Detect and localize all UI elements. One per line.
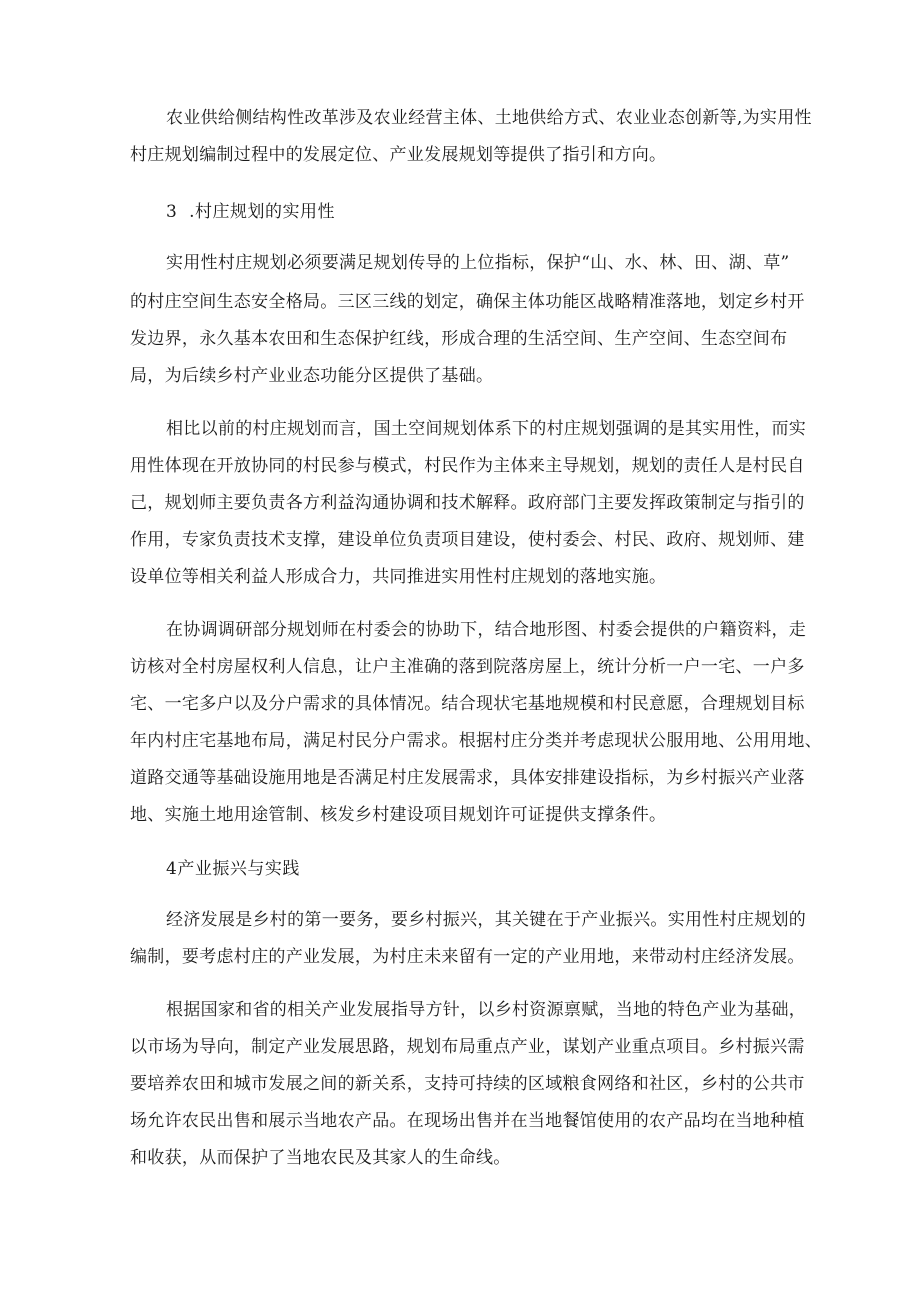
paragraph-3-line-1: 相比以前的村庄规划而言，国土空间规划体系下的村庄规划强调的是其实用性，而实 [166, 419, 807, 439]
paragraph-4-line-2: 访核对全村房屋权利人信息，让户主准确的落到院落房屋上，统计分析一户一宅、一户多 [130, 657, 805, 677]
paragraph-4-line-3: 宅、一宅多户以及分户需求的具体情况。结合现状宅基地规模和村民意愿，合理规划目标 [130, 694, 805, 714]
paragraph-2-line-1: 实用性村庄规划必须要满足规划传导的上位指标，保护“山、水、林、田、湖、草” [166, 253, 790, 273]
paragraph-4-line-4: 年内村庄宅基地布局，满足村民分户需求。根据村庄分类并考虑现状公服用地、公用用地、 [130, 731, 822, 751]
paragraph-6-line-5: 和收获，从而保护了当地农民及其家人的生命线。 [130, 1148, 511, 1168]
paragraph-2-line-4: 局，为后续乡村产业业态功能分区提供了基础。 [130, 366, 494, 386]
paragraph-6-line-4: 场允许农民出售和展示当地农产品。在现场出售并在当地餐馆使用的农产品均在当地种植 [130, 1111, 805, 1131]
paragraph-2-line-2: 的村庄空间生态安全格局。三区三线的划定，确保主体功能区战略精准落地，划定乡村开 [130, 292, 805, 312]
paragraph-2-line-3: 发边界，永久基本农田和生态保护红线，形成合理的生活空间、生产空间、生态空间布 [130, 329, 788, 349]
paragraph-3-line-4: 作用，专家负责技术支撑，建设单位负责项目建设，使村委会、村民、政府、规划师、建 [130, 530, 805, 550]
paragraph-4-line-1: 在协调调研部分规划师在村委会的协助下，结合地形图、村委会提供的户籍资料，走 [166, 620, 807, 640]
paragraph-3-line-2: 用性体现在开放协同的村民参与模式，村民作为主体来主导规划，规划的责任人是村民自 [130, 456, 805, 476]
paragraph-3-line-5: 设单位等相关利益人形成合力，共同推进实用性村庄规划的落地实施。 [130, 567, 667, 587]
paragraph-6-line-1: 根据国家和省的相关产业发展指导方针，以乡村资源禀赋，当地的特色产业为基础， [166, 1000, 807, 1020]
paragraph-5-line-2: 编制，要考虑村庄的产业发展，为村庄未来留有一定的产业用地，来带动村庄经济发展。 [130, 947, 805, 967]
paragraph-6-line-3: 要培养农田和城市发展之间的新关系，支持可持续的区域粮食网络和社区，乡村的公共市 [130, 1074, 805, 1094]
paragraph-4-line-5: 道路交通等基础设施用地是否满足村庄发展需求，具体安排建设指标，为乡村振兴产业落 [130, 768, 805, 788]
paragraph-4-line-6: 地、实施土地用途管制、核发乡村建设项目规划许可证提供支撑条件。 [130, 805, 667, 825]
section-heading-3: 3 .村庄规划的实用性 [166, 202, 336, 222]
section-heading-4: 4产业振兴与实践 [166, 859, 300, 879]
paragraph-1-line-1: 农业供给侧结构性改革涉及农业经营主体、土地供给方式、农业业态创新等,为实用性 [166, 108, 812, 128]
paragraph-6-line-2: 以市场为导向，制定产业发展思路，规划布局重点产业，谋划产业重点项目。乡村振兴需 [130, 1037, 805, 1057]
paragraph-1-line-2: 村庄规划编制过程中的发展定位、产业发展规划等提供了指引和方向。 [130, 145, 667, 165]
paragraph-5-line-1: 经济发展是乡村的第一要务，要乡村振兴，其关键在于产业振兴。实用性村庄规划的 [166, 910, 807, 930]
paragraph-3-line-3: 己，规划师主要负责各方利益沟通协调和技术解释。政府部门主要发挥政策制定与指引的 [130, 493, 805, 513]
